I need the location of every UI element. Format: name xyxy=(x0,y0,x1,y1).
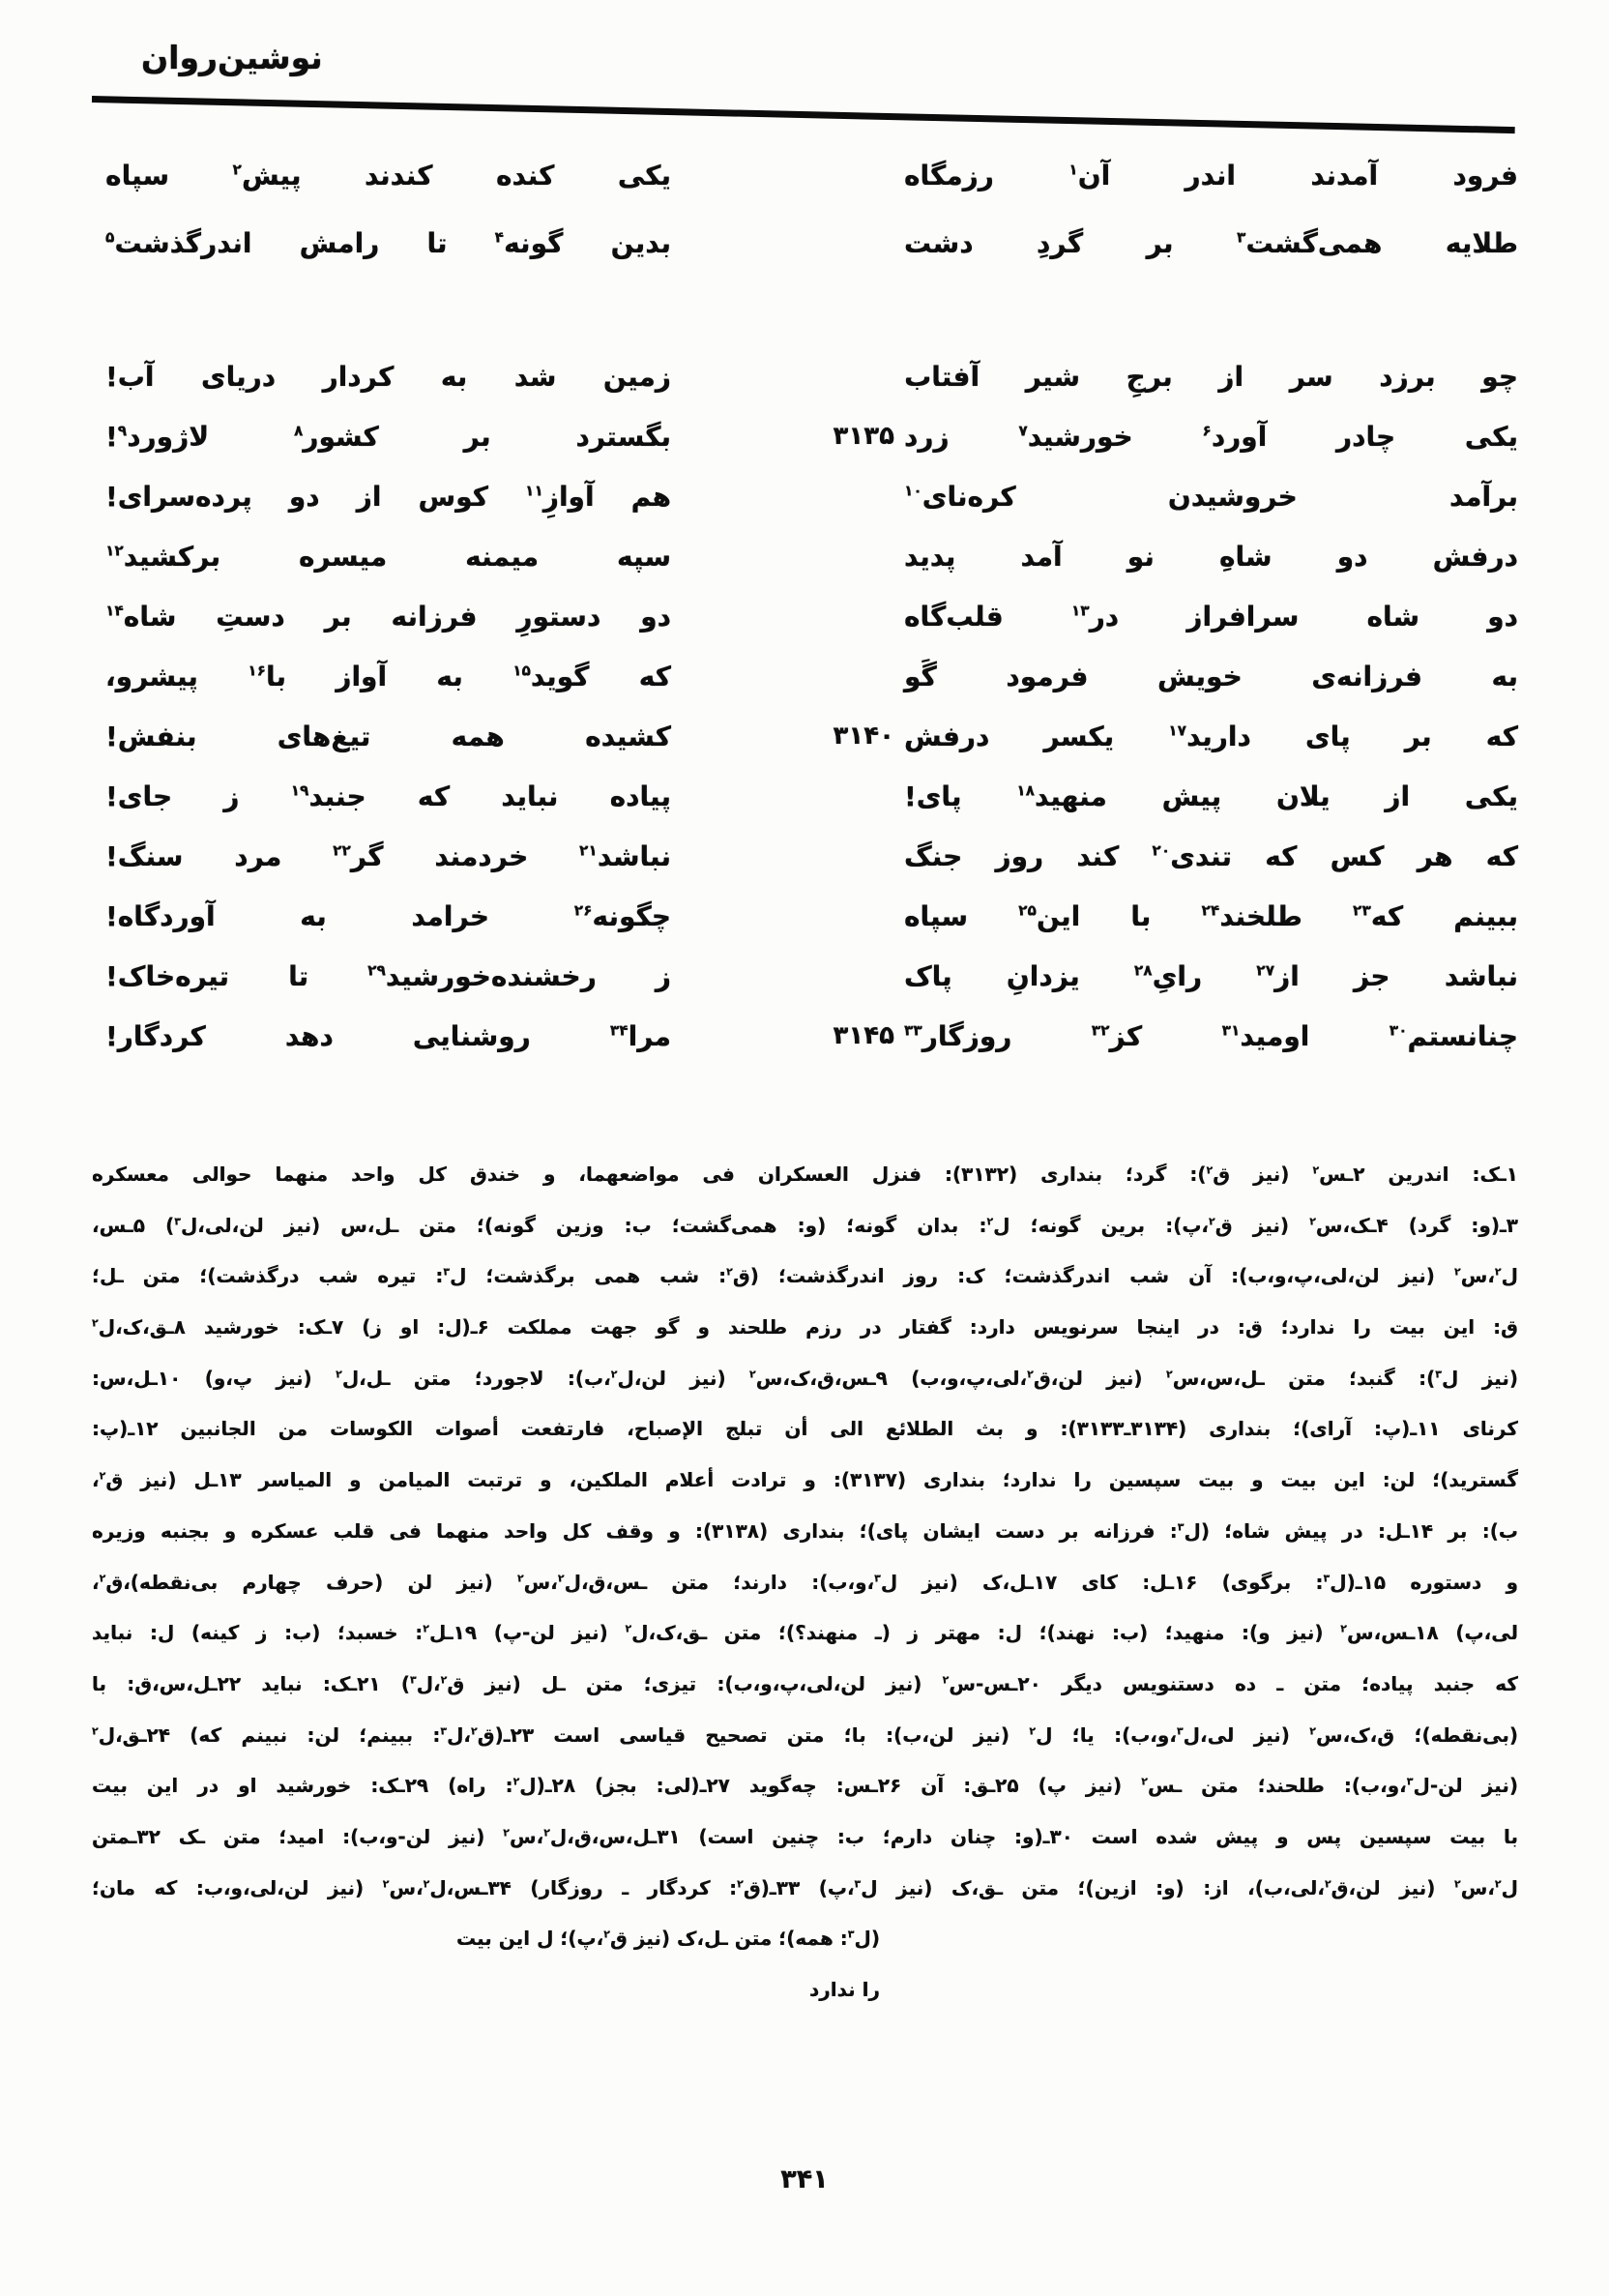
footnote-ref: ۶ xyxy=(1202,422,1212,440)
footnote-ref: ۴ xyxy=(494,228,505,247)
footnote-ref: ۱ xyxy=(1068,161,1078,179)
word: به xyxy=(436,660,463,692)
word: منهید$^{۱۸}$ xyxy=(1016,780,1107,812)
word: خرامد xyxy=(411,899,490,932)
word: به xyxy=(300,899,327,932)
footnote-ref: ۳ xyxy=(440,1723,448,1737)
word: برزد xyxy=(1379,360,1436,393)
word: روشنایی xyxy=(412,1019,531,1052)
word: کشور$^۸$ xyxy=(293,420,379,453)
word: فرمود xyxy=(1006,660,1089,692)
word: دستورِ xyxy=(516,600,601,633)
word: اندرگذشت$^۵$ xyxy=(105,226,252,259)
word: دو xyxy=(1336,540,1368,573)
hemistich-first xyxy=(904,541,1518,573)
word: فرزانه xyxy=(391,600,478,633)
footnote-ref: ۲۸ xyxy=(1133,961,1153,980)
word: ببینم xyxy=(1453,899,1518,932)
poem xyxy=(92,0,1518,1132)
word: اندر xyxy=(1185,159,1236,191)
footnote-line: (ل$^۳$: همه)؛ متن ـل،ک (نیز ق$^۲$،پ)؛ ل این بیت را ندارد xyxy=(455,1927,880,2002)
footnote-ref: ۲ xyxy=(610,1368,618,1381)
verse-row xyxy=(105,406,1518,466)
footnote-ref: ۲۹ xyxy=(367,961,386,980)
word: آب! xyxy=(105,360,155,393)
footnote-ref: ۳ xyxy=(1176,1723,1184,1737)
word: پاک xyxy=(904,959,952,992)
verse-number: ۳۱۴۵ xyxy=(833,1021,894,1050)
word: درفش xyxy=(1432,540,1518,573)
word: خردمند xyxy=(434,839,529,872)
verse-row xyxy=(105,766,1518,826)
verse-number: ۳۱۴۰ xyxy=(833,721,894,751)
word: دارید$^{۱۷}$ xyxy=(1168,720,1251,752)
word: بر xyxy=(1404,720,1432,752)
footnote-ref: ۲۷ xyxy=(1256,961,1275,980)
footnote-ref: ۱۶ xyxy=(248,662,267,680)
footnote-ref: ۲۵ xyxy=(1018,901,1037,920)
verse-row xyxy=(105,1006,1518,1066)
footnote-ref: ۲ xyxy=(99,1571,106,1584)
footnote-ref: ۱۷ xyxy=(1168,721,1187,740)
word: آفتاب xyxy=(904,360,980,393)
word: طلخند$^{۲۴}$ xyxy=(1201,899,1302,932)
footnote-ref: ۲۲ xyxy=(333,841,351,860)
hemistich-second xyxy=(105,160,671,191)
footnote-ref: ۲ xyxy=(423,1876,430,1890)
footnote-line: و دستوره ۱۵ـ(ل$^۳$: برگوی) ۱۶ـل: کای ۱۷ـل،ک (نیز ل$^۳$،و،ب): دارند؛ متن ـس،ق،ل$^۲$،س$^۲$ (نیز لن (حرف چهارم بی‌نقطه)،ق$^۲$، xyxy=(92,1570,1518,1594)
word: گَو xyxy=(904,660,937,692)
hemistich-second xyxy=(105,481,671,513)
footnote-ref: ۳ xyxy=(1435,1368,1442,1381)
footnote-ref: ۲ xyxy=(1324,1876,1331,1890)
word: با xyxy=(1130,899,1152,932)
word: کنده xyxy=(495,159,555,191)
word: کندند xyxy=(364,159,433,191)
word: طلایه xyxy=(1445,226,1518,259)
footnote-ref: ۲ xyxy=(625,1622,632,1635)
verse-row xyxy=(105,646,1518,706)
word: فرود xyxy=(1452,159,1518,191)
footnote-ref: ۲ xyxy=(749,1368,756,1381)
footnote-ref: ۳۳ xyxy=(904,1021,922,1040)
word: یکی xyxy=(617,159,671,191)
word: پیش xyxy=(1161,780,1222,812)
footnote-ref: ۷ xyxy=(1018,422,1028,440)
word: آوردگاه! xyxy=(105,899,216,932)
word: آن$^۱$ xyxy=(1068,159,1111,191)
hemistich-second xyxy=(105,541,671,573)
hemistich-second xyxy=(105,227,671,259)
footnote-ref: ۲ xyxy=(942,1673,950,1687)
word: اومید$^{۳۱}$ xyxy=(1221,1019,1310,1052)
word: کس xyxy=(1330,839,1385,872)
footnote-ref: ۲ xyxy=(1312,1163,1320,1177)
word: یلان xyxy=(1275,780,1331,812)
footnote-ref: ۲ xyxy=(471,1723,478,1737)
footnote-line: ل$^۲$،س$^۲$ (نیز لن،ق$^۲$،لی،ب)، از: (و: ازین)؛ متن ـق،ک (نیز ل$^۳$،پ) ۳۳ـ(ق$^۲$: کردگار ـ روزگار) ۳۴ـس،ل$^۲$،س$^۲$ (نیز لن،لی،و،ب: که مان؛ xyxy=(92,1875,1518,1899)
word: که xyxy=(638,660,671,692)
hemistich-first xyxy=(904,361,1518,393)
word: یزدانِ xyxy=(1006,959,1080,992)
footnote-ref: ۲ xyxy=(986,1215,994,1228)
hemistich-second xyxy=(105,1020,671,1052)
word: برآمد xyxy=(1448,480,1518,513)
word: فرزانه‌ی xyxy=(1311,660,1422,692)
word: پرده‌سرای! xyxy=(105,480,252,513)
word: تندی$^{۲۰}$ xyxy=(1152,839,1232,872)
footnote-ref: ۲۳ xyxy=(1353,901,1371,920)
footnote-ref: ۱۰ xyxy=(904,482,922,500)
hemistich-first xyxy=(904,160,1518,191)
hemistich-second xyxy=(105,361,671,393)
word: دریای xyxy=(200,360,277,393)
word: آوازِ$^{۱۱}$ xyxy=(525,480,595,513)
word: از xyxy=(356,480,382,513)
word: روزگار$^{۳۳}$ xyxy=(904,1019,1012,1052)
word: سپه xyxy=(617,540,671,573)
footnote-ref: ۵ xyxy=(105,228,115,247)
word: خویش xyxy=(1156,660,1243,692)
word: آواز xyxy=(336,660,388,692)
hemistich-second xyxy=(105,900,671,932)
footnote-line: ۳ـ(و: گرد) ۴ـک،س$^۲$ (نیز ق$^۲$،پ): برین گونه؛ ل$^۲$: بدان گونه؛ (و: همی‌گشت؛ ب: وزین گونه)؛ متن ـل،س (نیز لن،لی،ل$^۳$) ۵ـس، xyxy=(92,1213,1519,1237)
word: کوس xyxy=(418,480,488,513)
footnote-ref: ۳۴ xyxy=(609,1021,629,1040)
footnote-ref: ۱۱ xyxy=(525,482,543,500)
footnote-line: گسترید)؛ لن: این بیت و بیت سپسین را ندارد؛ بنداری (۳۱۳۷): و ترادت أعلام الملکین، و ترتبت المیامن و المیاسر ۱۳ـل (نیز ق$^۲$، xyxy=(92,1468,1519,1492)
word: این$^{۲۵}$ xyxy=(1018,899,1081,932)
word: پای xyxy=(1304,720,1351,752)
word: گردِ xyxy=(1037,226,1084,259)
footnote-ref: ۳ xyxy=(1323,1571,1331,1584)
footnote-ref: ۳ xyxy=(409,1673,417,1687)
word: نباشد xyxy=(1444,959,1518,992)
word: که xyxy=(1485,720,1518,752)
footnote-line: (نیز ل$^۳$): گنبد؛ متن ـل،س،س$^۲$ (نیز لن،ق$^۲$،لی،پ،و،ب) ۹ـس،ق،ک،س$^۲$ (نیز لن،ل$^۲$،ب): لاجورد؛ متن ـل،ل$^۲$ (نیز پ،و) ۱۰ـل،س: xyxy=(92,1366,1518,1390)
word: نباشد$^{۲۱}$ xyxy=(579,839,671,872)
word: که$^{۲۳}$ xyxy=(1353,899,1404,932)
verse-row xyxy=(105,826,1518,886)
word: روز xyxy=(995,839,1044,872)
word: بنفش! xyxy=(105,720,197,752)
word: بگسترد xyxy=(575,420,671,453)
footnote-ref: ۲ xyxy=(92,1723,99,1737)
word: جنبد$^{۱۹}$ xyxy=(290,780,366,812)
word: در$^{۱۳}$ xyxy=(1070,600,1120,633)
word: رایِ$^{۲۸}$ xyxy=(1133,959,1203,992)
footnote-ref: ۲ xyxy=(382,1876,390,1890)
word: زمین xyxy=(602,360,671,393)
hemistich-second xyxy=(105,721,671,752)
word: سنگ! xyxy=(105,839,184,872)
word: پای! xyxy=(904,780,962,812)
footnote-ref: ۲ xyxy=(1494,1265,1502,1279)
verse-row xyxy=(105,346,1518,406)
footnote-ref: ۲ xyxy=(1309,1215,1316,1228)
footnote-ref: ۲۱ xyxy=(579,841,598,860)
word: با$^{۱۶}$ xyxy=(248,660,287,692)
footnote-line: کرنای ۱۱ـ(پ: آرای)؛ بنداری (۳۱۳۴ـ۳۱۳۳): و بث الطلائع الی أن تبلج الإصباح، فارتفعت أصوات الکوسات من الجانبین ۱۲ـ(پ: xyxy=(92,1417,1518,1441)
footnote-ref: ۸ xyxy=(293,422,304,440)
footnote-line: لی،پ) ۱۸ـس،س$^۲$ (نیز و): منهید؛ (ب: نهند)؛ ل: مهتر ز (ـ منهند؟)؛ متن ـق،ک،ل$^۲$ (نیز لن-پ) ۱۹ـل$^۲$: خسبد؛ (ب: ز کینه) ل: نباید xyxy=(92,1621,1518,1645)
word: دو xyxy=(640,600,671,633)
footnote-ref: ۲ xyxy=(512,1775,520,1788)
footnote-ref: ۱۲ xyxy=(105,542,124,560)
word: رخشنده‌خورشید$^{۲۹}$ xyxy=(367,959,597,992)
footnote-ref: ۲۴ xyxy=(1201,901,1220,920)
footnote-ref: ۲ xyxy=(336,1368,342,1381)
hemistich-first xyxy=(904,1020,1518,1052)
footnote-ref: ۱۹ xyxy=(290,781,309,800)
footnote-ref: ۳۱ xyxy=(1221,1021,1241,1040)
word: کند xyxy=(1076,839,1120,872)
footnote-ref: ۳ xyxy=(174,1215,181,1228)
footnotes xyxy=(92,1149,1519,2002)
word: لاژورد$^۹$! xyxy=(105,420,210,453)
word: گوید$^{۱۵}$ xyxy=(512,660,590,692)
footnote-ref: ۲ xyxy=(726,1265,733,1279)
footnote-ref: ۲ xyxy=(423,1622,429,1635)
footnote-ref: ۲ xyxy=(1141,1775,1148,1788)
footnote-line: ۱ـک: اندرین ۲ـس$^۲$ (نیز ق$^۲$): گرد؛ بنداری (۳۱۳۲): فنزل العسکران فی مواضعهما، و خندق کل واحد منهما حوالی معسکره xyxy=(92,1163,1518,1186)
word: یکسر xyxy=(1043,720,1115,752)
word: برجِ xyxy=(1126,360,1173,393)
word: قلب‌گاه xyxy=(904,600,1004,633)
hemistich-first xyxy=(904,481,1518,513)
footnote-line: (نیز لن-ل$^۳$،و،ب): طلحند؛ متن ـس$^۲$ (نیز پ) ۲۵ـق: آن ۲۶ـس: چه‌گوید ۲۷ـ(لی: بجز) ۲۸ـ(ل$^۲$: راه) ۲۹ـک: خورشید او در این بیت xyxy=(92,1774,1518,1798)
word: جای! xyxy=(105,780,173,812)
footnote-ref: ۳ xyxy=(1406,1775,1414,1788)
word: که xyxy=(417,780,451,812)
word: سرافراز xyxy=(1186,600,1300,633)
footnote-ref: ۲ xyxy=(737,1876,744,1890)
hemistich-second xyxy=(105,840,671,872)
word: چو xyxy=(1481,360,1518,393)
word: پیشرو، xyxy=(105,660,198,692)
footnote-ref: ۳ xyxy=(854,1876,862,1890)
word: سپاه xyxy=(105,159,170,191)
footnote-ref: ۱۳ xyxy=(1070,602,1090,620)
verse-row xyxy=(105,886,1518,946)
word: دشت xyxy=(904,226,974,259)
word: شیر xyxy=(1025,360,1081,393)
footnote-ref: ۲ xyxy=(1494,1876,1502,1890)
hemistich-first xyxy=(904,661,1518,692)
word: مرد xyxy=(234,839,282,872)
footnote-ref: ۲ xyxy=(603,1928,610,1941)
footnote-ref: ۲ xyxy=(503,1826,510,1840)
word: چادر xyxy=(1336,420,1396,453)
footnote-ref: ۹ xyxy=(117,422,128,440)
word: آورد$^۶$ xyxy=(1202,420,1268,453)
word: آمد xyxy=(1020,540,1063,573)
footnote-ref: ۲ xyxy=(543,1826,550,1840)
word: بر xyxy=(1146,226,1174,259)
footnote-ref: ۲ xyxy=(1309,1723,1316,1737)
hemistich-second xyxy=(105,421,671,453)
word: بر xyxy=(463,420,491,453)
hemistich-first xyxy=(904,227,1518,259)
verse-row xyxy=(105,706,1518,766)
word: نباید xyxy=(501,780,559,812)
word: ز xyxy=(223,780,240,812)
word: کره‌نای$^{۱۰}$ xyxy=(904,480,1016,513)
word: چنانستم$^{۳۰}$ xyxy=(1389,1019,1518,1052)
word: رامش xyxy=(299,226,380,259)
word: هم xyxy=(630,480,671,513)
footnote-ref: ۲ xyxy=(1454,1265,1461,1279)
footnote-ref: ۳ xyxy=(1177,1520,1185,1534)
footnote-ref: ۲ xyxy=(99,1469,106,1483)
hemistich-first xyxy=(904,960,1518,992)
word: خورشید$^۷$ xyxy=(1018,420,1133,453)
footnote-ref: ۲ xyxy=(1027,1368,1034,1381)
word: میمنه xyxy=(465,540,540,573)
footnote-ref: ۲ xyxy=(440,1673,448,1687)
hemistich-first xyxy=(904,601,1518,633)
footnote-ref: ۳۰ xyxy=(1389,1021,1408,1040)
verse-row xyxy=(105,213,1518,273)
word: خروشیدن xyxy=(1167,480,1298,513)
hemistich-first xyxy=(904,900,1518,932)
footnote-ref: ۲ xyxy=(1209,1215,1215,1228)
word: میسره xyxy=(299,540,388,573)
word: یکی xyxy=(1464,780,1518,812)
footnote-line: با بیت سپسین پس و پیش شده است ۳۰ـ(و: چنان دارم؛ ب: چنین است) ۳۱ـل،س،ق،ل$^۲$،س$^۲$ (نیز لن-و،ب): امید؛ متن ـک ۳۲ـمتن xyxy=(92,1824,1519,1848)
footnote-ref: ۲ xyxy=(1454,1876,1461,1890)
word: کردار xyxy=(322,360,395,393)
footnote-ref: ۲ xyxy=(1029,1723,1037,1737)
word: کز$^{۳۲}$ xyxy=(1091,1019,1143,1052)
footnote-line: ق: این بیت را ندارد؛ ق: در اینجا سرنویس دارد: گفتار در رزم طلحند و گو جهت مملکت ۶ـ(ل: او ز) ۷ـک: خورشید ۸ـق،ک،ل$^۲$ xyxy=(92,1315,1518,1339)
footnote-ref: ۲ xyxy=(1165,1368,1173,1381)
footnote-line: که جنبد پیاده؛ متن ـ ده دستنویس دیگر ۲۰ـس-س$^۲$ (نیز لن،لی،پ،و،ب): تیزی؛ متن ـل (نیز ق$^۲$،ل$^۳$) ۲۱ـک: نباید ۲۲ـل،س،ق: با xyxy=(92,1671,1519,1695)
hemistich-second xyxy=(105,780,671,812)
verse-row xyxy=(105,526,1518,586)
footnote-ref: ۳ xyxy=(874,1571,881,1584)
word: برکشید$^{۱۲}$ xyxy=(105,540,221,573)
footnote-ref: ۱۸ xyxy=(1016,781,1036,800)
word: دستِ xyxy=(216,600,285,633)
word: نو xyxy=(1126,540,1155,573)
footnote-line: (بی‌نقطه)؛ ق،ک،س$^۲$ (نیز لی،ل$^۳$،و،ب): یا؛ ل$^۲$ (نیز لن،ب): با؛ متن تصحیح قیاسی است ۲۳ـ(ق$^۲$،ل$^۳$: ببینم؛ لن: نبینم که) ۲۴ـق،ل$^۲$ xyxy=(92,1722,1518,1747)
word: زرد xyxy=(904,420,950,453)
footnote-line: ل$^۲$،س$^۲$ (نیز لن،لی،پ،و،ب): آن شب اندرگذشت؛ ک: روز اندرگذشت؛ (ق$^۲$: شب همی برگذشت؛ ل$^۳$: تیره شب درگذشت)؛ متن ـل؛ xyxy=(92,1264,1518,1288)
footnote-ref: ۲ xyxy=(1206,1163,1214,1177)
word: به xyxy=(1491,660,1518,692)
word: پدید xyxy=(904,540,956,573)
verse-row xyxy=(105,466,1518,526)
word: کردگار! xyxy=(105,1019,206,1052)
word: رزمگاه xyxy=(904,159,994,191)
footnote-ref: ۳ xyxy=(1237,228,1246,247)
word: شاهِ xyxy=(1218,540,1273,573)
word: که xyxy=(1265,839,1298,872)
verse-number: ۳۱۳۵ xyxy=(833,422,894,451)
verse-row xyxy=(105,586,1518,646)
hemistich-first xyxy=(904,780,1518,812)
word: یکی xyxy=(1464,420,1518,453)
word: کشیده xyxy=(585,720,671,752)
hemistich-second xyxy=(105,661,671,692)
hemistich-first xyxy=(904,840,1518,872)
word: هر xyxy=(1417,839,1453,872)
word: درفش xyxy=(904,720,990,752)
word: همی‌گشت$^۳$ xyxy=(1237,226,1383,259)
hemistich-second xyxy=(105,960,671,992)
word: از xyxy=(1218,360,1244,393)
word: تیغ‌های xyxy=(277,720,371,752)
word: بدین xyxy=(610,226,671,259)
word: بر xyxy=(324,600,352,633)
verse-row xyxy=(105,145,1518,205)
word: ز xyxy=(655,959,671,992)
word: پیاده xyxy=(609,780,671,812)
word: تا xyxy=(288,959,309,992)
word: دو xyxy=(1487,600,1518,633)
word: از$^{۲۷}$ xyxy=(1256,959,1300,992)
verse-row xyxy=(105,946,1518,1006)
footnote-line: ب): بر ۱۴ـل: در پیش شاه؛ (ل$^۳$: فرزانه بر دست ایشان پای)؛ بنداری (۳۱۳۸): و وقف کل واحد منهما فی قلب عسکره و بجنبه وزیره xyxy=(92,1518,1518,1543)
hemistich-first xyxy=(904,421,1518,453)
footnote-ref: ۱۴ xyxy=(105,602,124,620)
word: سر xyxy=(1289,360,1333,393)
word: گر$^{۲۲}$ xyxy=(333,839,384,872)
word: گونه$^۴$ xyxy=(494,226,564,259)
word: جز xyxy=(1354,959,1390,992)
footnote-ref: ۲ xyxy=(1340,1622,1347,1635)
page-number: ۳۴۱ xyxy=(780,2164,829,2194)
footnote-ref: ۳۲ xyxy=(1091,1021,1110,1040)
footnote-ref: ۲۰ xyxy=(1152,841,1171,860)
page-header-title: نوشین‌روان xyxy=(141,39,323,76)
hemistich-first xyxy=(904,721,1518,752)
word: که xyxy=(1485,839,1518,872)
footnote-ref: ۳ xyxy=(847,1928,855,1941)
word: دو xyxy=(288,480,320,513)
word: مرا$^{۳۴}$ xyxy=(609,1019,671,1052)
word: شد xyxy=(513,360,557,393)
word: تا xyxy=(426,226,448,259)
footnote-ref: ۲ xyxy=(92,1316,99,1330)
footnote-ref: ۲ xyxy=(232,161,242,179)
word: به xyxy=(440,360,468,393)
footnote-ref: ۳ xyxy=(443,1265,451,1279)
word: تیره‌خاک! xyxy=(105,959,230,992)
word: سپاه xyxy=(904,899,969,932)
word: آمدند xyxy=(1310,159,1379,191)
word: شاه xyxy=(1366,600,1420,633)
word: از xyxy=(1385,780,1411,812)
word: دهد xyxy=(284,1019,334,1052)
word: چگونه$^{۲۶}$ xyxy=(573,899,671,932)
word: جنگ xyxy=(904,839,963,872)
footnote-ref: ۲ xyxy=(557,1571,565,1584)
hemistich-second xyxy=(105,601,671,633)
footnote-ref: ۲۶ xyxy=(573,901,593,920)
word: پیش$^۲$ xyxy=(232,159,302,191)
footnote-ref: ۱۵ xyxy=(512,662,531,680)
footnote-ref: ۲ xyxy=(516,1571,524,1584)
word: همه xyxy=(451,720,505,752)
word: شاه$^{۱۴}$ xyxy=(105,600,177,633)
